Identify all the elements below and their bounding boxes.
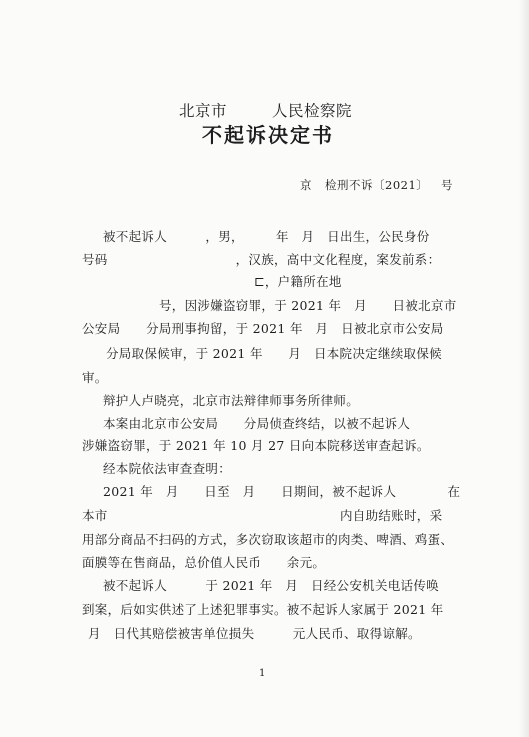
- org-name-right: 人民检察院: [272, 102, 353, 120]
- body-line: 辩护人卢晓亮，北京市法辩律师事务所律师。: [103, 393, 360, 408]
- body-line: 月 日代其赔偿被害单位损失 元人民币、取得谅解。: [88, 626, 421, 641]
- body-line: 本市: [82, 508, 108, 523]
- doc-number-body: 检刑不诉〔2021〕: [325, 178, 429, 192]
- org-name-left: 北京市: [179, 102, 228, 120]
- body-line: 审。: [82, 370, 108, 385]
- body-line: 2021 年 月 日至 月 日期间，被不起诉人 在: [103, 484, 461, 499]
- scan-edge: [519, 0, 529, 737]
- body-line: 用部分商品不扫码的方式，多次窃取该超市的肉类、啤酒、鸡蛋、: [82, 532, 454, 547]
- body-line: 内自助结账时，采: [340, 508, 443, 523]
- doc-number-prefix: 京: [300, 178, 312, 192]
- body-line: 号码 ，汉族，高中文化程度，案发前系：: [82, 252, 441, 267]
- body-line: 到案，后如实供述了上述犯罪事实。被不起诉人家属于 2021 年: [82, 602, 444, 617]
- body-line: 涉嫌盗窃罪，于 2021 年 10 月 27 日向本院移送审查起诉。: [82, 438, 430, 453]
- body-line: 本案由北京市公安局 分局侦查终结，以被不起诉人: [103, 416, 411, 431]
- body-line: 公安局 分局刑事拘留，于 2021 年 月 日被北京市公安局: [82, 321, 444, 336]
- body-line: ⊏，户籍所在地: [254, 274, 342, 289]
- body-line: 分局取保候审，于 2021 年 月 日本院决定继续取保候: [106, 346, 442, 361]
- body-line: 经本院依法审查查明：: [103, 461, 232, 476]
- doc-number-suffix: 号: [441, 178, 453, 192]
- body-line: 号，因涉嫌盗窃罪，于 2021 年 月 日被北京市: [159, 298, 457, 313]
- body-line: 被不起诉人 于 2021 年 月 日经公安机关电话传唤: [103, 578, 439, 593]
- page-number: 1: [259, 668, 266, 679]
- body-line: 被不起诉人 ，男， 年 月 日出生，公民身份: [103, 229, 430, 244]
- document-title: 不起诉决定书: [202, 123, 334, 147]
- body-line: 面膜等在售商品，总价值人民币 余元。: [82, 555, 326, 570]
